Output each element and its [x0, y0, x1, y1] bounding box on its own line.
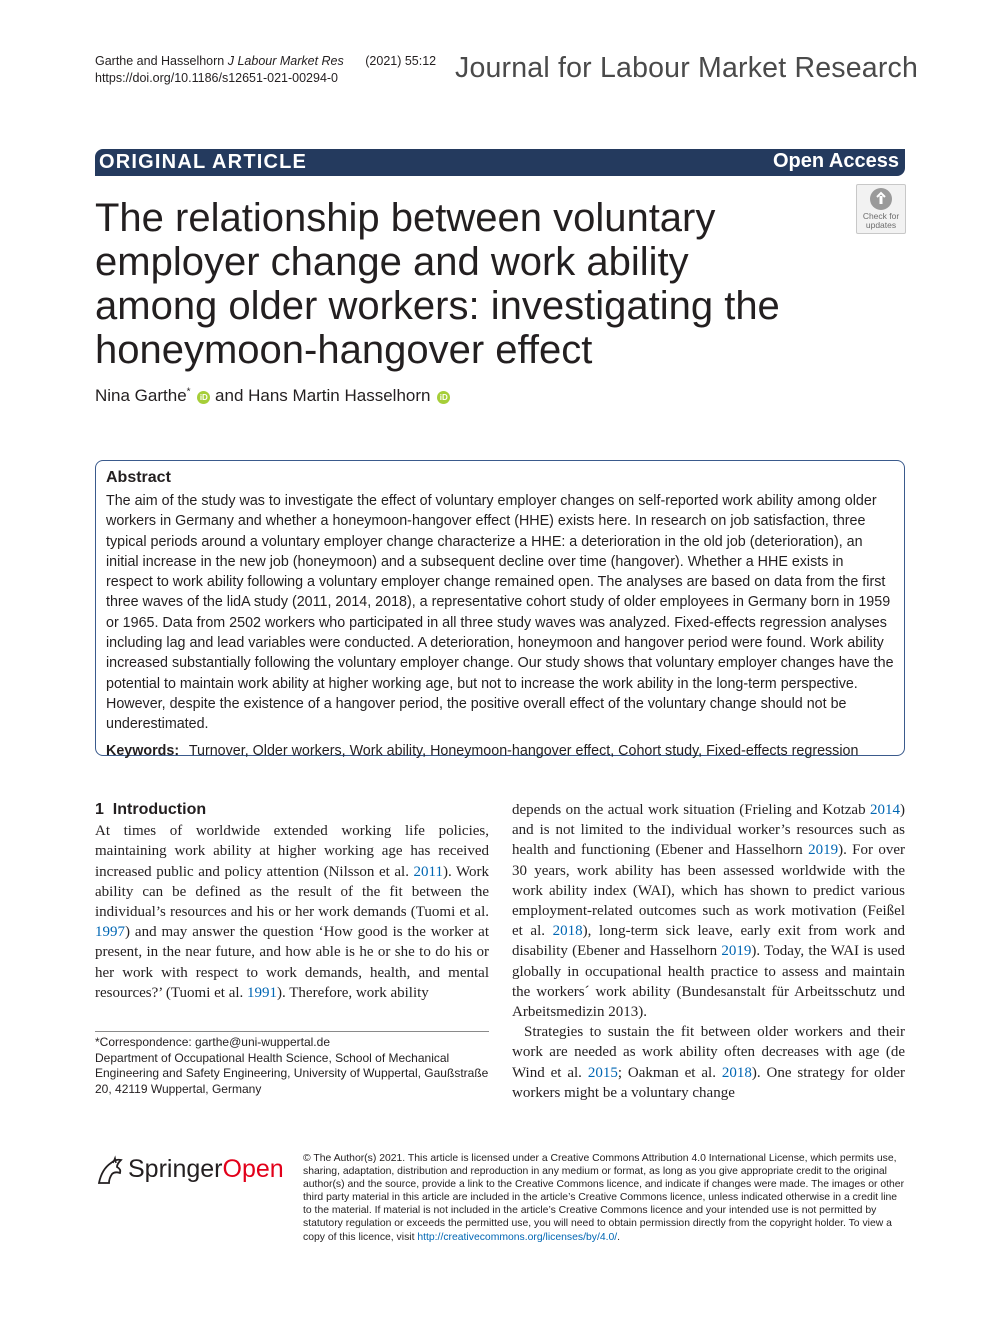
- journal-name: Journal for Labour Market Research: [455, 52, 919, 84]
- affiliation: Department of Occupational Health Science, School of Mechanical Engineering and Safety Engineering, University of Wuppertal, Gaußstraße 20, 42119 Wuppertal, Germany: [95, 1050, 489, 1096]
- paragraph: Strategies to sustain the fit between older workers and their work are needed as work ability often decreases with age (de Wind et al. 2015; Oakman et al. 2018). One strategy for older workers might be a voluntary change: [512, 1024, 906, 1101]
- citation-link[interactable]: 1991: [247, 984, 278, 1001]
- paragraph: depends on the actual work situation (Frieling and Kotzab 2014) and is not limited to the individual worker’s resources such as health and functioning (Ebener and Hasselhorn 2019). For over 30 years, work ability has been assessed worldwide with the work ability index (WAI), which has shown to predict various employment-related outcomes such as work motivation (Feißel et al. 2018), long-term sick leave, early exit from work and disability (Ebener and Hasselhorn 2019). Today, the WAI is used globally in occupational health practice to assess and maintain the workers´ work ability (Bundesanstalt für Arbeitsschutz und Arbeitsmedizin 2013).: [512, 802, 905, 1021]
- header-journal-abbrev: J Labour Market Res: [227, 54, 344, 68]
- article-title: The relationship between voluntary employer change and work ability among older workers: investigating the honeymoon-hangover effect: [95, 196, 780, 372]
- correspondence-email[interactable]: *Correspondence: garthe@uni-wuppertal.de: [95, 1035, 330, 1049]
- check-updates-label: Check for updates: [862, 211, 900, 230]
- body-column-left: [95, 800, 489, 1003]
- orcid-icon[interactable]: iD: [437, 391, 450, 404]
- footnote-rule: [95, 1031, 489, 1032]
- header-authors: Garthe and Hasselhorn: [95, 54, 225, 68]
- keywords-label: Keywords:: [106, 742, 180, 759]
- author-1-name[interactable]: Nina Garthe: [95, 386, 187, 405]
- article-type-banner: [95, 149, 905, 176]
- springer-horse-icon: [95, 1155, 125, 1192]
- citation-link[interactable]: 2011: [413, 863, 443, 880]
- section-heading: [95, 800, 489, 820]
- article-type-label: ORIGINAL ARTICLE: [99, 151, 308, 173]
- section-title: Introduction: [112, 801, 207, 818]
- publisher-suffix: Open: [222, 1155, 284, 1183]
- citation-link[interactable]: 2014: [870, 802, 900, 818]
- abstract-heading: Abstract: [106, 469, 171, 486]
- paragraph: At times of worldwide extended working life policies, maintaining work ability at higher working age has received increased public and policy attention (Nilsson et al. 2011). Work ability can be defined as the result of the fit between the individual’s resources and his or her work demands (Tuomi et al. 1997) and may answer the question ‘How good is the worker at present, in the near future, and how able is he or she to do his or her work with respect to work demands, health, and mental resources?’ (Tuomi et al. 1991). Therefore, work ability: [95, 823, 489, 1001]
- abstract-box: [95, 460, 905, 759]
- running-header: [95, 53, 436, 87]
- open-access-label: Open Access: [773, 150, 899, 172]
- author-line: [95, 386, 450, 406]
- citation-link[interactable]: 2015: [587, 1064, 618, 1081]
- section-number: 1: [95, 801, 104, 818]
- citation-link[interactable]: 2018: [552, 923, 583, 940]
- header-volume: (2021) 55:12: [365, 54, 437, 68]
- keywords-list: Turnover, Older workers, Work ability, Honeymoon-hangover effect, Cohort study, Fixed-effects regression: [188, 742, 859, 759]
- license-link[interactable]: http://creativecommons.org/licenses/by/4.0/: [417, 1231, 618, 1243]
- springer-open-logo[interactable]: [95, 1153, 284, 1193]
- author-2-name[interactable]: and Hans Martin Hasselhorn: [210, 386, 431, 405]
- body-column-right: [512, 800, 905, 1103]
- corresponding-mark: *: [186, 386, 191, 398]
- license-notice: © The Author(s) 2021. This article is licensed under a Creative Commons Attribution 4.0 International License, which permits use, sharing, adaptation, distribution and reproduction in any medium or format, as long as you give appropriate credit to the original author(s) and the source, provide a link to the Creative Commons licence, and indicate if changes were made. The images or other third party material in this article are included in the article’s Creative Commons licence, unless indicated otherwise in a credit line to the material. If material is not included in the article’s Creative Commons licence and your intended use is not permitted by statutory regulation or exceeds the permitted use, you will need to obtain permission directly from the copyright holder. To view a copy of this licence, visit http://creativecommons.org/licenses/by/4.0/.: [303, 1153, 905, 1243]
- header-doi[interactable]: https://doi.org/10.1186/s12651-021-00294-0: [95, 71, 339, 85]
- citation-link[interactable]: 2019: [721, 943, 752, 960]
- check-for-updates-button[interactable]: [856, 184, 906, 234]
- abstract-text: The aim of the study was to investigate the effect of voluntary employer changes on self-reported work ability among older workers in Germany and whether a honeymoon-hangover effect (HHE) exists here. In research on job satisfaction, three typical periods around a voluntary employer change characterize a HHE: a deterioration in the old job (deterioration), an initial increase in the new job (honeymoon) and a subsequent decline over time (hangover). Whether a HHE exists in respect to work ability following a voluntary employer change remained open. The analyses are based on data from the first three waves of the lidA study (2011, 2014, 2018), a representative cohort study of older employees in Germany born in 1959 or 1965. Data from 2502 workers who participated in all three study waves was analyzed. Fixed-effects regression analyses including lag and lead variables were conducted. A deterioration, honeymoon and hangover period were found. Work ability increased substantially following the voluntary employer change. Our study shows that voluntary employer changes have the potential to maintain work ability at higher working age, but not to increase the work ability in the long-term perspective. However, despite the existence of a hangover period, the positive overall effect of the voluntary change should not be underestimated.: [106, 493, 894, 733]
- keywords-line: [106, 741, 894, 761]
- citation-link[interactable]: 1997: [95, 924, 125, 941]
- orcid-icon[interactable]: iD: [197, 391, 210, 404]
- citation-link[interactable]: 2018: [721, 1064, 752, 1081]
- publisher-name: Springer: [128, 1155, 223, 1183]
- check-updates-icon: [870, 188, 892, 210]
- footnote: [95, 1035, 489, 1097]
- citation-link[interactable]: 2019: [808, 842, 839, 859]
